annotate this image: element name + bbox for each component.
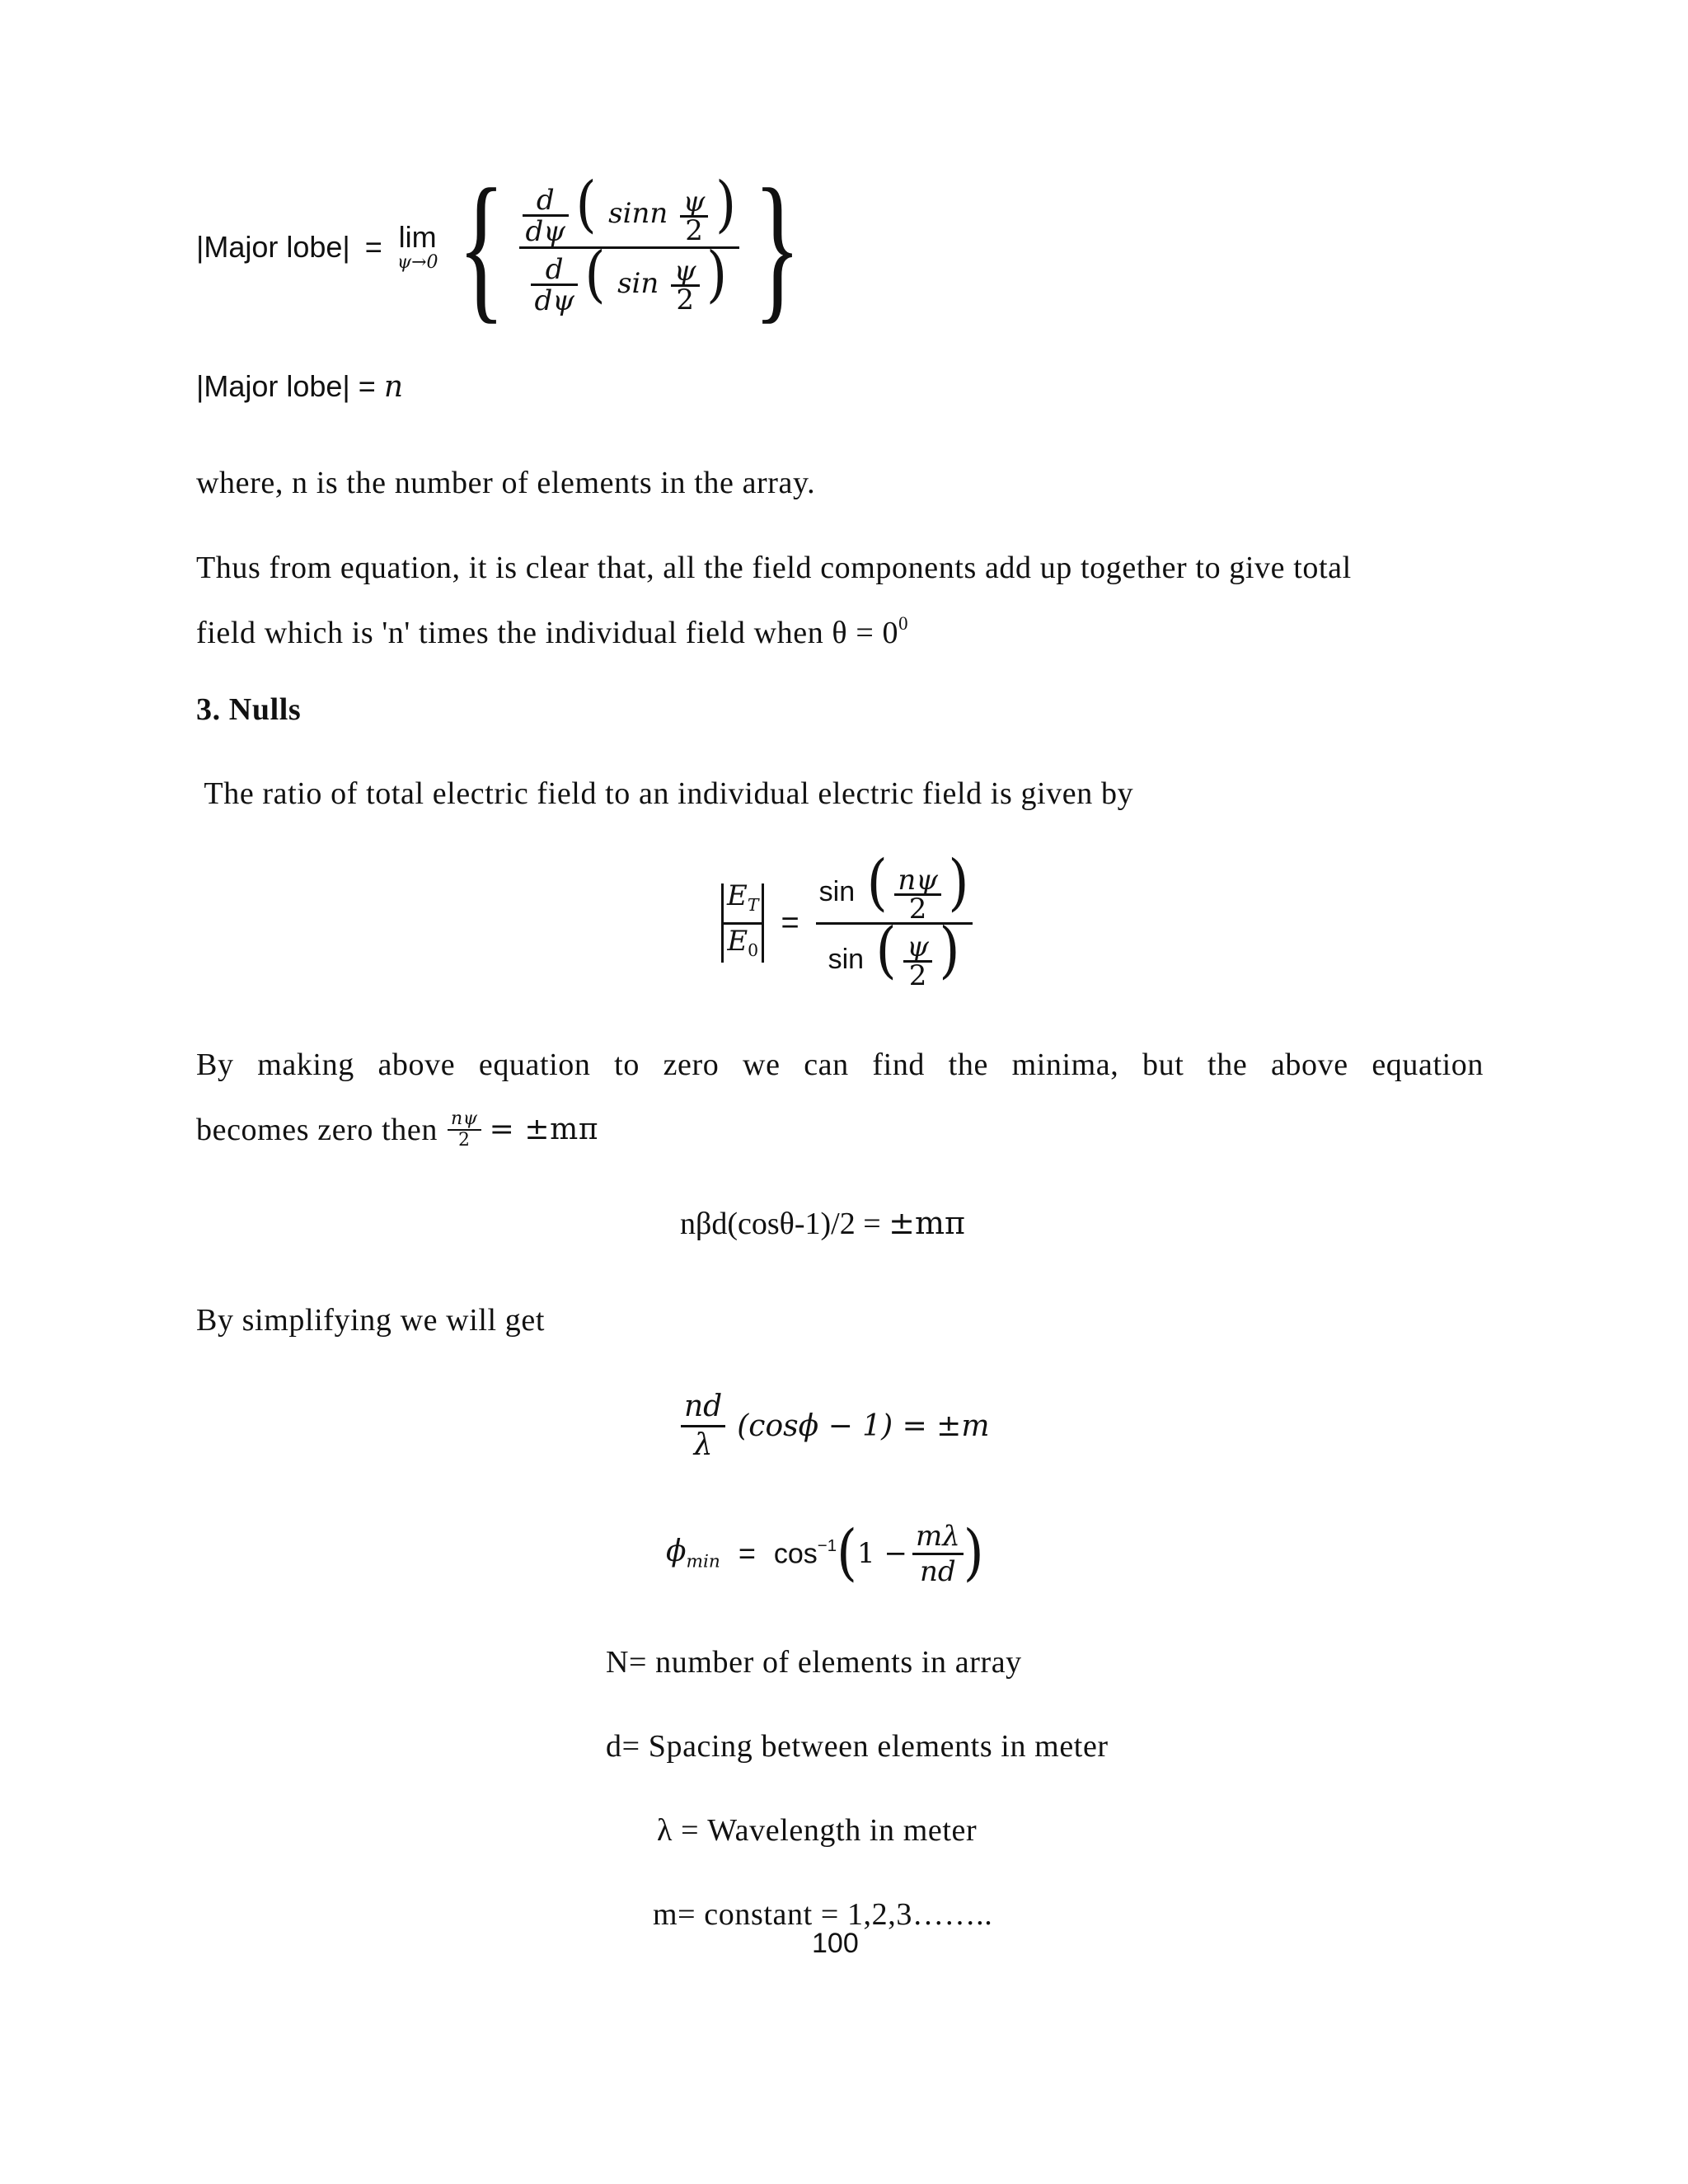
major-lobe-limit-equation: [196, 156, 817, 338]
where-sentence: where, n is the number of elements in the array.: [196, 466, 816, 500]
simplified-equation: $\frac{nd}{\lambda}$ (cosϕ − 1) = ±m: [681, 1372, 989, 1479]
thus-line-1: Thus from equation, it is clear that, all the field components add up together to give total: [196, 551, 1352, 585]
thus-paragraph: [196, 540, 1482, 661]
major-lobe-main-fraction: [519, 169, 740, 318]
field-ratio-lhs: $\frac{E_T}{E_0}$: [724, 879, 762, 966]
becomes-zero-line: becomes zero then $\frac{n\psi}{2}$ = ±mπ: [196, 1108, 599, 1151]
limit-operator: [397, 222, 438, 273]
by-simplifying-sentence: By simplifying we will get: [196, 1303, 546, 1338]
major-lobe-result-equation: |Major lobe| = n: [196, 369, 403, 404]
beta-equation: nβd(cosθ-1)/2 = ±mπ: [680, 1205, 966, 1241]
by-making-line-1: By making above equation to zero we can find the minima, but the above equation: [196, 1047, 1484, 1082]
equals-sign: =: [364, 230, 382, 264]
major-lobe-lhs: |Major lobe|: [196, 230, 350, 264]
major-lobe-numerator: $\frac{d}{d\psi}$ ( sinn $\frac{\psi}{2}$ ): [519, 179, 740, 246]
thus-line-2: field which is 'n' times the individual field when $\theta = 0^0$: [196, 613, 909, 650]
lim-subscript: ψ→0: [396, 252, 438, 273]
field-ratio-rhs: sin ( $\frac{n\psi}{2}$ ) sin ( $\frac{\psi}{2}$ ): [816, 857, 973, 989]
lim-label: lim: [398, 220, 437, 254]
by-making-paragraph: [196, 1037, 1484, 1167]
major-lobe-denominator: $\frac{d}{d\psi}$ ( sin $\frac{\psi}{2}$ ): [528, 249, 730, 316]
npsi-over-2-fraction: $\frac{n\psi}{2}$: [448, 1109, 481, 1151]
ratio-intro-sentence: The ratio of total electric field to an individual electric field is given by: [196, 776, 1134, 811]
phi-min-equation: $\phi_{min}$ = $\cos^{-1}$ ( 1 − $\frac{m\lambda}{nd}$ ): [666, 1518, 984, 1589]
page-number: 100: [812, 1928, 859, 1959]
definition-d: d= Spacing between elements in meter: [606, 1729, 1109, 1764]
definition-N: N= number of elements in array: [606, 1645, 1022, 1680]
field-ratio-equation: $\frac{E_T}{E_0}$ = sin ( $\frac{n\psi}{2}$ ) sin ( $\frac{\psi}{2}$ ): [721, 849, 973, 997]
derivative-operator: $\frac{d}{d\psi}$: [523, 186, 569, 246]
section-heading: 3. Nulls: [196, 692, 302, 727]
left-brace: {: [457, 156, 505, 338]
right-brace: }: [753, 156, 801, 338]
definition-m: m= constant = 1,2,3……..: [653, 1897, 993, 1932]
definition-lambda: λ = Wavelength in meter: [657, 1813, 978, 1848]
